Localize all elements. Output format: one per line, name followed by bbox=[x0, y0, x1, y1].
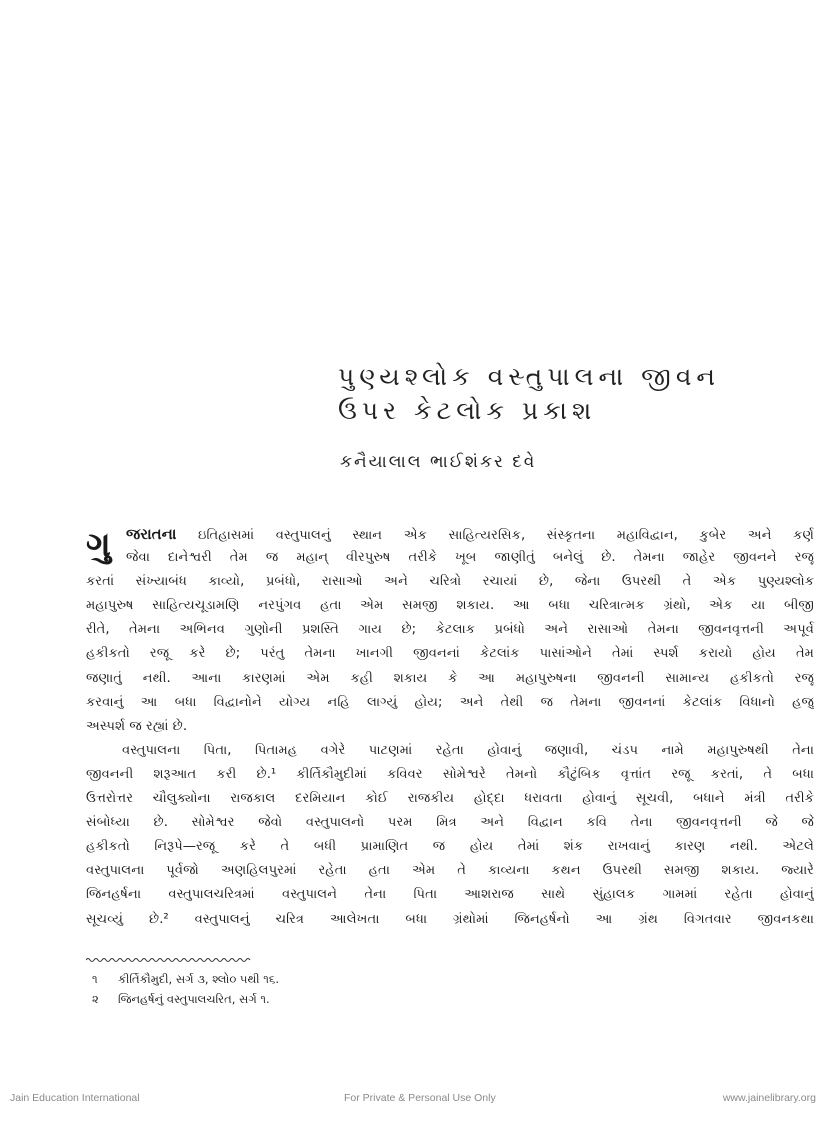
footer-usage-note: For Private & Personal Use Only bbox=[344, 1092, 496, 1104]
body-line: જિનહર્ષના વસ્તુપાલચરિત્રમાં વસ્તુપાલને તેના પિતા આશરાજ સાથે સુંહાલક ગામમાં રહેતા હોવાનું bbox=[86, 887, 814, 903]
article-title bbox=[338, 360, 720, 428]
footnote-text: જિનહર્ષનું વસ્તુપાલચરિત, સર્ગ ૧. bbox=[118, 992, 270, 1006]
body-line: ઉત્તરોત્તર ચૌલુક્યોના રાજકાલ દરમિયાન કોઈ રાજકીય હોદ્દા ધરાવતા હોવાનું સૂચવી, બધાને મંત્રી તરીકે bbox=[86, 791, 814, 807]
title-line: પુણ્યશ્લોક વસ્તુપાલના જીવન bbox=[338, 362, 721, 391]
footnote bbox=[92, 992, 270, 1007]
article-author: કનૈયાલાલ ભાઈશંકર દવે bbox=[340, 452, 537, 472]
footer-website-link[interactable]: www.jainelibrary.org bbox=[722, 1092, 816, 1104]
body-line: હકીકતો નિરૂપે—રજૂ કરે તે બધી પ્રામાણિત જ હોય તેમાં શંક રાખવાનું કારણ નથી. એટલે bbox=[86, 839, 814, 855]
body-line: મહાપુરુષ સાહિત્યચૂડામણિ નરપુંગવ હતા એમ સમજી શકાય. આ બધા ચરિત્રાત્મક ગ્રંથો, એક યા બીજી bbox=[86, 598, 814, 614]
body-line: સંબોધ્યા છે. સોમેશ્વર જેવો વસ્તુપાલનો પરમ મિત્ર અને વિદ્વાન કવિ તેના જીવનવૃત્તની જે જે bbox=[86, 815, 814, 831]
body-line: કરતાં સંખ્યાબંધ કાવ્યો, પ્રબંધો, રાસાઓ અને ચરિત્રો રચાયાં છે, જેના ઉપરથી તે એક પુણ્યશ્લોક bbox=[86, 574, 814, 590]
body-line: કરવાનું આ બધા વિદ્વાનોને યોગ્ય નહિ લાગ્યું હોય; અને તેથી જ તેમના જીવનનાં કેટલાંક વિધાનો હજુ bbox=[86, 694, 814, 710]
body-line bbox=[86, 522, 814, 546]
body-line: રીતે, તેમના અભિનવ ગુણોની પ્રશસ્તિ ગાય છે; કેટલાક પ્રબંધો અને રાસાઓ તેમના જીવનવૃત્તની અપૂર્વ bbox=[86, 622, 814, 638]
footnote-number: ૨ bbox=[92, 992, 99, 1006]
body-line: જીવનની શરૂઆત કરી છે.¹ કીર્તિકૌમુદીમાં કવિવર સોમેશ્વરે તેમનો કૌટુંબિક વૃત્તાંત રજૂ કરતાં, તે બધા bbox=[86, 766, 814, 782]
body-line: અસ્પર્શ જ રહ્યાં છે. bbox=[86, 718, 188, 734]
article-body bbox=[86, 522, 814, 932]
body-line: હકીકતો રજૂ કરે છે; પરંતુ તેમના ખાનગી જીવનનાં કેટલાંક પાસાંઓને તેમાં સ્પર્શ કરાયો હોય તેમ bbox=[86, 646, 814, 662]
title-line: ઉપર કેટલોક પ્રકાશ bbox=[338, 396, 597, 425]
body-line: વસ્તુપાલના પૂર્વજો અણહિલપુરમાં રહેતા હતા એમ તે કાવ્યના કથન ઉપરથી સમજી શકાય. જ્યારે bbox=[86, 863, 814, 879]
footnote-divider bbox=[86, 957, 251, 963]
footnote-number: ૧ bbox=[92, 972, 98, 986]
footer-publisher: Jain Education International bbox=[10, 1092, 140, 1104]
drop-cap: ગુ bbox=[86, 525, 111, 565]
footnote bbox=[92, 972, 279, 987]
body-line: જેવા દાનેશ્વરી તેમ જ મહાન્ વીરપુરુષ તરીકે ખૂબ જાણીતું બનેલું છે. તેમના જાહેર જીવનને રજૂ bbox=[126, 550, 814, 566]
footnote-text: કીર્તિકૌમુદી, સર્ગ ૩, શ્લો૦ ૫થી ૧૬. bbox=[118, 972, 279, 986]
body-line-text: ઇતિહાસમાં વસ્તુપાલનું સ્થાન એક સાહિત્યરસિક, સંસ્કૃતના મહાવિદ્વાન, કુબેર અને કર્ણ bbox=[176, 528, 814, 543]
body-line: વસ્તુપાલના પિતા, પિતામહ વગેરે પાટણમાં રહેતા હોવાનું જણાવી, ચંડપ નામે મહાપુરુષથી તેના bbox=[122, 742, 814, 758]
body-line: સૂચવ્યું છે.² વસ્તુપાલનું ચરિત્ર આલેખતા બધા ગ્રંથોમાં જિનહર્ષનો આ ગ્રંથ વિગતવાર જીવનકથા bbox=[86, 911, 814, 927]
lead-word: જરાતના bbox=[126, 525, 177, 543]
body-line: જણાતું નથી. આના કારણમાં એમ કહી શકાય કે આ મહાપુરુષના જીવનની સામાન્ય હકીકતો રજૂ bbox=[86, 670, 814, 686]
